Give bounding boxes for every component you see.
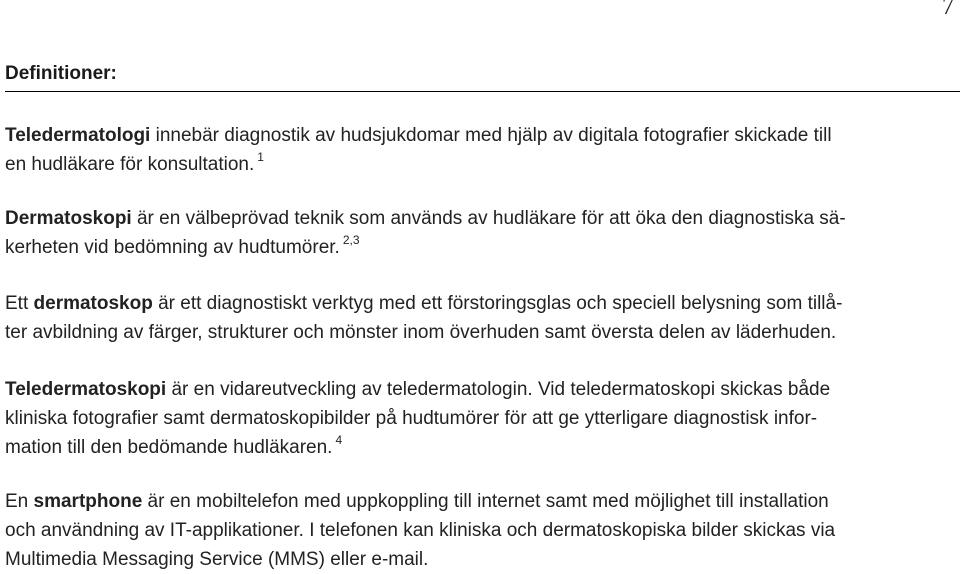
text-segment: Multimedia Messaging Service (MMS) eller e-mail.	[5, 549, 429, 570]
text-segment: kliniska fotografier samt dermatoskopibilder på hudtumörer för att ge ytterligare diagnostisk infor-	[5, 408, 818, 429]
text-line	[5, 379, 830, 400]
section-heading: Definitioner:	[5, 63, 117, 84]
defined-term: smartphone	[33, 491, 143, 512]
defined-term: Teledermatologi	[5, 125, 151, 146]
text-segment: och användning av IT-applikationer. I telefonen kan kliniska och dermatoskopiska bilder skickas via	[5, 520, 836, 541]
text-segment: kerheten vid bedömning av hudtumörer.	[5, 237, 340, 258]
text-segment: en hudläkare för konsultation.	[5, 154, 255, 175]
page-number: 7	[942, 0, 954, 20]
text-line	[5, 293, 842, 314]
text-segment: är en mobiltelefon med uppkoppling till internet samt med möjlighet till installation	[142, 491, 829, 512]
text-line	[5, 233, 360, 258]
defined-term: Teledermatoskopi	[5, 379, 167, 400]
footnote-reference: 4	[335, 433, 343, 447]
text-line	[5, 549, 428, 570]
definition-smartphone	[5, 487, 950, 574]
text-line	[5, 208, 846, 229]
defined-term: dermatoskop	[33, 293, 153, 314]
text-segment: mation till den bedömande hudläkaren.	[5, 437, 333, 458]
text-line	[5, 491, 829, 512]
text-segment: Ett	[5, 293, 34, 314]
text-segment: ter avbildning av färger, strukturer och mönster inom överhuden samt översta delen av läderhuden.	[5, 322, 837, 343]
text-line	[5, 408, 817, 429]
footnote-reference: 1	[257, 150, 264, 164]
definition-dermatoskopi	[5, 204, 950, 262]
text-segment: är en vidareutveckling av teledermatologin. Vid teledermatoskopi skickas både	[166, 379, 831, 400]
definition-teledermatologi	[5, 121, 950, 179]
heading-divider	[5, 91, 960, 92]
text-segment: är ett diagnostiskt verktyg med ett förstoringsglas och speciell belysning som tillå-	[152, 293, 843, 314]
text-line	[5, 322, 836, 343]
definition-teledermatoskopi	[5, 375, 950, 462]
text-line	[5, 520, 835, 541]
text-line	[5, 125, 832, 146]
text-line	[5, 150, 264, 175]
text-segment: innebär diagnostik av hudsjukdomar med hjälp av digitala fotografier skickade till	[150, 125, 832, 146]
defined-term: Dermatoskopi	[5, 208, 132, 229]
footnote-reference: 2,3	[342, 233, 360, 247]
text-segment: En	[5, 491, 34, 512]
text-line	[5, 433, 343, 458]
definition-dermatoskop	[5, 289, 950, 347]
text-segment: är en välbeprövad teknik som används av hudläkare för att öka den diagnostiska sä-	[131, 208, 846, 229]
